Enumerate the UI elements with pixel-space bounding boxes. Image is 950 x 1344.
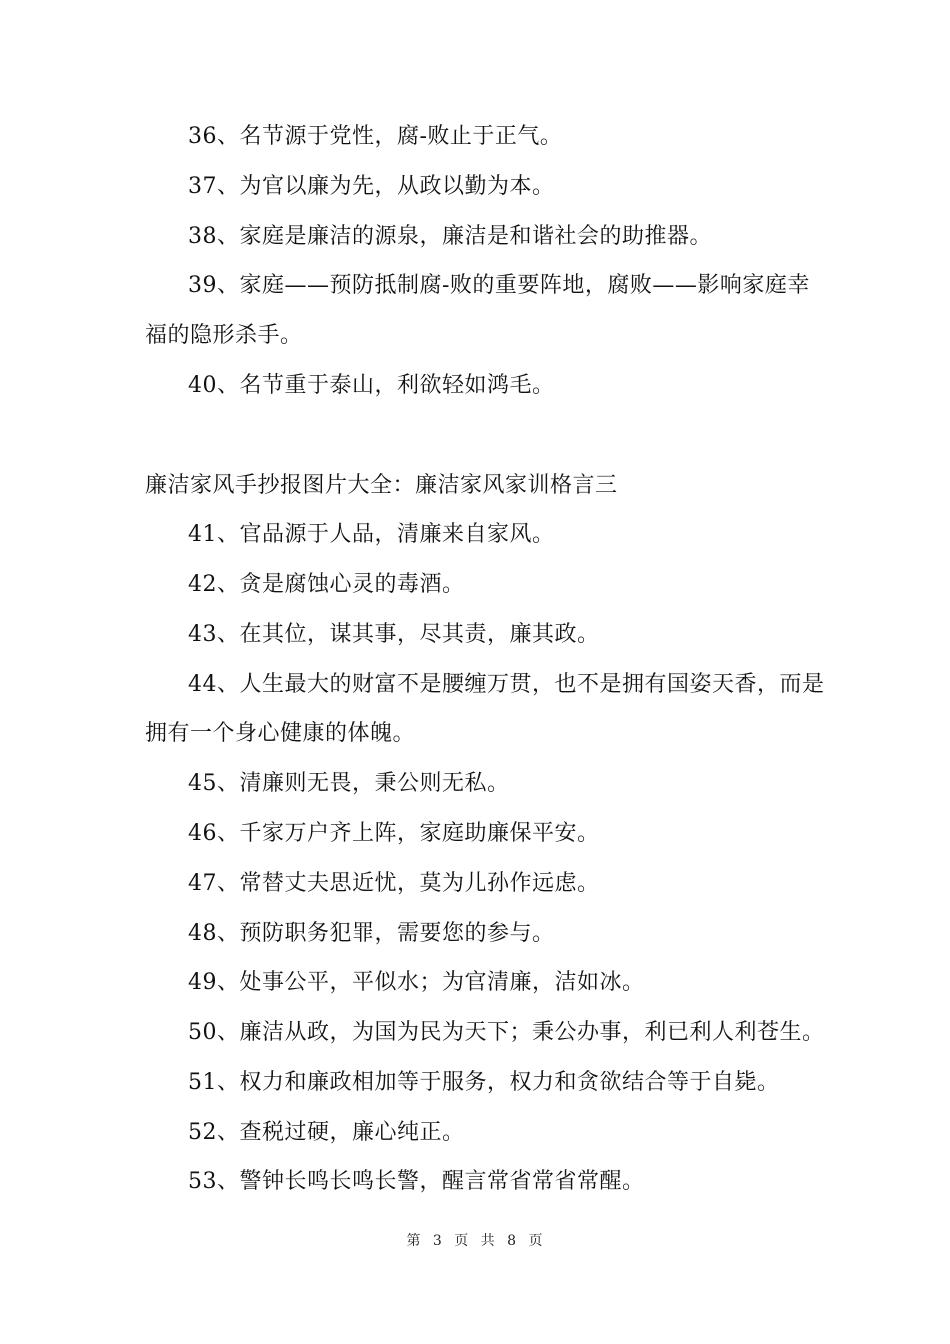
motto-40: 40、名节重于泰山，利欲轻如鸿毛。 <box>188 373 555 398</box>
motto-49: 49、处事公平，平似水；为官清廉，洁如冰。 <box>188 970 645 995</box>
footer-prefix: 第 <box>406 1233 422 1249</box>
motto-47: 47、常替丈夫思近忧，莫为儿孙作远虑。 <box>188 871 600 896</box>
page-footer <box>0 1232 950 1250</box>
motto-52: 52、查税过硬，廉心纯正。 <box>188 1120 465 1145</box>
motto-39: 39、家庭——预防抵制腐-败的重要阵地，腐败——影响家庭幸 <box>188 273 810 298</box>
footer-total-unit: 页 <box>528 1233 544 1249</box>
motto-44: 44、人生最大的财富不是腰缠万贯，也不是拥有国姿天香，而是 <box>188 672 825 697</box>
motto-41: 41、官品源于人品，清廉来自家风。 <box>188 522 555 547</box>
motto-46: 46、千家万户齐上阵，家庭助廉保平安。 <box>188 821 600 846</box>
motto-36: 36、名节源于党性，腐-败止于正气。 <box>188 124 563 149</box>
motto-37: 37、为官以廉为先，从政以勤为本。 <box>188 174 555 199</box>
motto-42: 42、贪是腐蚀心灵的毒酒。 <box>188 572 465 597</box>
footer-total-prefix: 共 <box>480 1233 496 1249</box>
motto-38: 38、家庭是廉洁的源泉，廉洁是和谐社会的助推器。 <box>188 224 712 249</box>
footer-page-unit: 页 <box>454 1233 470 1249</box>
footer-total-pages: 8 <box>507 1233 518 1249</box>
motto-43: 43、在其位，谋其事，尽其责，廉其政。 <box>188 622 600 647</box>
footer-page-number: 3 <box>432 1233 443 1249</box>
section-heading: 廉洁家风手抄报图片大全：廉洁家风家训格言三 <box>145 473 618 498</box>
motto-45: 45、清廉则无畏，秉公则无私。 <box>188 771 510 796</box>
motto-50: 50、廉洁从政，为国为民为天下；秉公办事，利已利人利苍生。 <box>188 1020 825 1045</box>
motto-53: 53、警钟长鸣长鸣长警，醒言常省常省常醒。 <box>188 1169 645 1194</box>
motto-44-continued: 拥有一个身心健康的体魄。 <box>145 721 416 746</box>
motto-48: 48、预防职务犯罪，需要您的参与。 <box>188 921 555 946</box>
motto-51: 51、权力和廉政相加等于服务，权力和贪欲结合等于自毙。 <box>188 1070 780 1095</box>
motto-39-continued: 福的隐形杀手。 <box>145 323 303 348</box>
